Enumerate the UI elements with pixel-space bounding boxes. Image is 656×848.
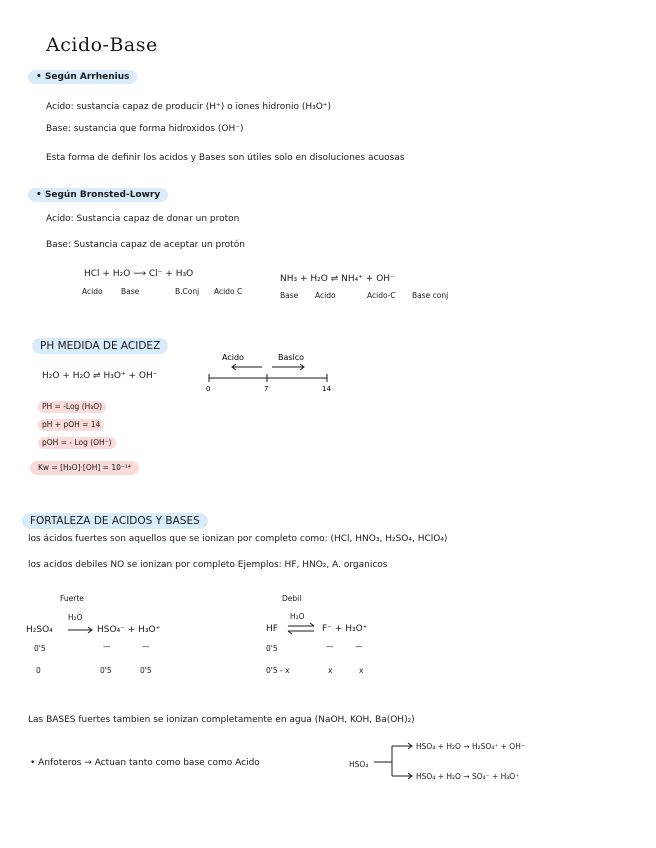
debil-eq-left: HF xyxy=(266,624,278,634)
debil-r2c2: x xyxy=(328,666,333,675)
eq1-label-acido: Acido xyxy=(82,287,103,296)
scale-left-label: Acido xyxy=(222,353,244,362)
fuerte-label: Fuerte xyxy=(60,594,84,603)
debil-equilibrium-arrow xyxy=(286,622,318,636)
fortaleza-heading: FORTALEZA DE ACIDOS Y BASES xyxy=(22,513,208,529)
eq1-label-bconj: B.Conj xyxy=(175,287,200,296)
page-title: Acido-Base xyxy=(46,34,158,56)
bronsted-base: Base: Sustancia capaz de aceptar un protón xyxy=(46,240,245,250)
debil-r2c3: x xyxy=(359,666,364,675)
fuerte-r1c1: 0'5 xyxy=(34,644,46,653)
fuerte-r1c2: — xyxy=(103,642,111,651)
arrhenius-acido: Acido: sustancia capaz de producir (H⁺) o iones hidronio (H₃O⁺) xyxy=(46,102,332,112)
ph-poh-formula: pH + pOH = 14 xyxy=(38,419,104,431)
debil-r1c1: 0'5 xyxy=(266,644,278,653)
eq2-label-acidoc: Acido-C xyxy=(367,291,396,300)
ph-equation: H₂O + H₂O ⇌ H₃O⁺ + OH⁻ xyxy=(42,371,158,381)
anfoteros-reaction-2: HSO₄ + H₂O → SO₄⁻ + H₃O⁺ xyxy=(416,772,520,781)
arrhenius-note: Esta forma de definir los acidos y Bases son útiles solo en disoluciones acuosas xyxy=(46,153,405,163)
fuerte-eq-left: H₂SO₄ xyxy=(26,625,53,635)
fuerte-r1c3: — xyxy=(142,642,150,651)
scale-right-label: Basico xyxy=(278,353,305,362)
ph-formula: PH = -Log (H₃O) xyxy=(38,401,106,413)
anfoteros-species: HSO₄ xyxy=(349,760,369,769)
eq1-label-acidoc: Acido C xyxy=(214,287,243,296)
debil-label: Debil xyxy=(282,594,302,603)
debil-r2c1: 0'5 - x xyxy=(266,666,290,675)
eq1-label-base: Base xyxy=(121,287,140,296)
scale-tick-label-0: 0 xyxy=(206,385,211,393)
bronsted-equation-1: HCl + H₂O ⟶ Cl⁻ + H₃O xyxy=(84,269,194,279)
fuerte-r2c2: 0'5 xyxy=(100,666,112,675)
ph-scale xyxy=(200,348,340,396)
debil-catalyst: H₂O xyxy=(290,612,305,621)
fuerte-r2c1: 0 xyxy=(36,666,41,675)
bronsted-equation-2: NH₃ + H₂O ⇌ NH₄⁺ + OH⁻ xyxy=(280,274,395,284)
fortaleza-line-1: los ácidos fuertes son aquellos que se ionizan por completo como: (HCl, HNO₃, H₂SO₄, HClO₄) xyxy=(28,534,448,544)
debil-r1c3: — xyxy=(355,642,363,651)
fuerte-catalyst: H₂O xyxy=(68,613,83,622)
fuerte-arrow xyxy=(66,624,96,636)
debil-r1c2: — xyxy=(326,642,334,651)
scale-tick-label-7: 7 xyxy=(264,385,269,393)
fortaleza-line-2: los acidos debiles NO se ionizan por completo Ejemplos: HF, HNO₂, A. organicos xyxy=(28,560,388,570)
arrhenius-heading: • Según Arrhenius xyxy=(28,70,137,84)
arrhenius-base: Base: sustancia que forma hidroxidos (OH⁻) xyxy=(46,124,244,134)
bronsted-heading: • Según Bronsted-Lowry xyxy=(28,188,168,202)
bases-line: Las BASES fuertes tambien se ionizan completamente en agua (NaOH, KOH, Ba(OH)₂) xyxy=(28,715,415,725)
kw-formula: Kw = [H₃O]·[OH] = 10⁻¹⁴ xyxy=(30,461,139,475)
debil-eq-right: F⁻ + H₃O⁺ xyxy=(322,624,368,634)
fuerte-eq-right: HSO₄⁻ + H₃O⁺ xyxy=(97,625,161,635)
anfoteros-branch xyxy=(372,742,416,782)
scale-tick-label-14: 14 xyxy=(322,385,331,393)
eq2-label-acido: Acido xyxy=(315,291,336,300)
bronsted-acido: Acido: Sustancia capaz de donar un proton xyxy=(46,214,240,224)
anfoteros-reaction-1: HSO₄ + H₂O → H₂SO₄⁺ + OH⁻ xyxy=(416,742,525,751)
ph-heading: PH MEDIDA DE ACIDEZ xyxy=(32,338,168,354)
eq2-label-baseconj: Base conj xyxy=(412,291,449,300)
fuerte-r2c3: 0'5 xyxy=(140,666,152,675)
poh-formula: pOH = - Log (OH⁻) xyxy=(38,437,116,449)
anfoteros-text: • Anfoteros → Actuan tanto como base como Acido xyxy=(30,758,260,768)
eq2-label-base: Base xyxy=(280,291,299,300)
